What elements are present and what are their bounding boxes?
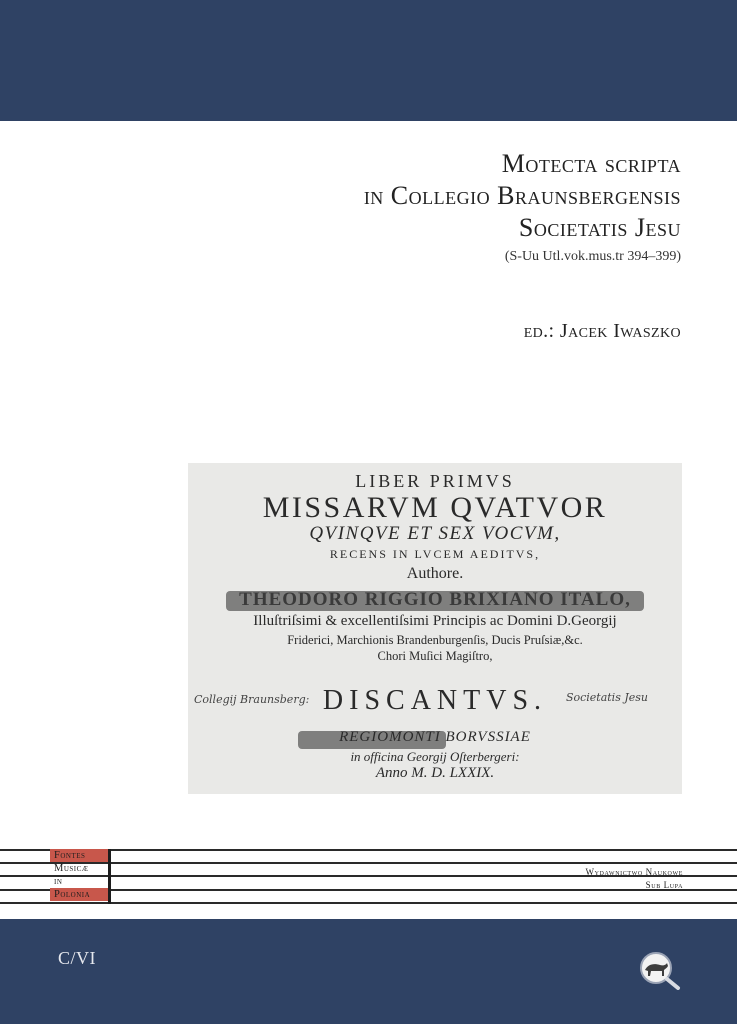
title-block [364,148,681,266]
handwritten-note-left: Collegij Braunsberg: [194,693,310,706]
logo-word: in [54,876,63,887]
facsimile-line-7: Illuſtriſsimi & excellentiſsimi Principis ac Domini D.Georgij [253,613,617,629]
facsimile-line-5: Authore. [406,565,464,582]
logo-word: Polonia [50,888,108,901]
publisher-line-1: Wydawnictwo Naukowe [585,867,683,877]
facsimile-line-3: QVINQVE ET SEX VOCVM, [309,523,561,544]
facsimile-line-2: MISSARVM QVATVOR [262,491,608,524]
facsimile-line-11: REGIOMONTI BORVSSIAE [339,729,531,745]
bottom-color-band [0,919,737,1024]
facsimile-line-4: RECENS IN LVCEM AEDITVS, [329,547,541,561]
publisher-name [586,866,683,892]
facsimile-line-12: in officina Georgij Oſterbergeri: [350,749,520,764]
facsimile-line-9: Chori Muſici Magiſtro, [377,649,493,663]
top-color-band [0,0,737,121]
publisher-line-2: Sub Lupa [645,880,683,890]
title-line-3: Societatis Jesu [518,213,681,242]
facsimile-line-13: Anno M. D. LXXIX. [375,765,495,781]
logo-divider [108,849,111,904]
logo-word: Fontes [50,849,108,862]
title-line-2: in Collegio Braunsbergensis [363,181,681,210]
title-page-facsimile [188,463,682,794]
she-wolf-magnifier-icon [636,950,684,990]
handwritten-note-right: Societatis Jesu [565,691,648,704]
facsimile-line-6: THEODORO RIGGIO BRIXIANO ITALO, [239,589,631,610]
series-number: C/VI [58,948,96,968]
series-logo [50,849,108,901]
editor-credit: ed.: Jacek Iwaszko [523,320,681,342]
logo-word: Musicæ [54,863,89,874]
facsimile-line-10: DISCANTVS. [322,685,548,716]
facsimile-line-1: LIBER PRIMVS [355,471,515,491]
facsimile-line-8: Friderici, Marchionis Brandenburgenſis, Ducis Pruſsiæ,&c. [287,633,583,647]
library-signature: (S-Uu Utl.vok.mus.tr 394–399) [504,249,681,264]
title-line-1: Motecta scripta [501,149,681,178]
